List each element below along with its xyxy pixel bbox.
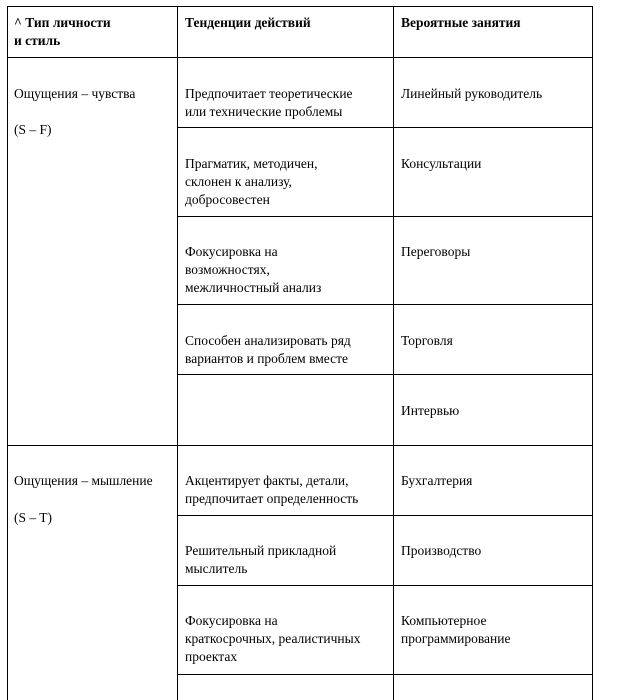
tendency-cell: Способен анализировать ряд вариантов и проблем вместе bbox=[185, 333, 351, 367]
tendency-cell: Фокусировка на краткосрочных, реалистичных проектах bbox=[185, 613, 361, 665]
occupation-cell: Интервью bbox=[401, 403, 460, 418]
row-divider bbox=[177, 374, 593, 375]
row-divider bbox=[177, 216, 593, 217]
header-occupations: Вероятные занятия bbox=[401, 15, 521, 30]
row-divider bbox=[177, 304, 593, 305]
occupation-cell: Консультации bbox=[401, 156, 482, 171]
tendency-cell: Предпочитает теоретические или технические проблемы bbox=[185, 86, 353, 120]
tendency-cell: Фокусировка на возможностях, межличностный анализ bbox=[185, 244, 322, 296]
table-left-border bbox=[7, 6, 8, 700]
group-divider bbox=[7, 445, 593, 446]
row-divider bbox=[177, 674, 593, 675]
occupation-cell: Бухгалтерия bbox=[401, 473, 473, 488]
type-name-sf: Ощущения – чувства bbox=[14, 86, 136, 101]
row-divider bbox=[177, 515, 593, 516]
tendency-cell: Акцентирует факты, детали, предпочитает определенность bbox=[185, 473, 359, 507]
occupation-cell: Линейный руководитель bbox=[401, 86, 543, 101]
type-code-sf: (S – F) bbox=[14, 122, 52, 137]
occupation-cell: Переговоры bbox=[401, 244, 471, 259]
type-code-st: (S – T) bbox=[14, 510, 53, 525]
table-right-border bbox=[592, 6, 593, 700]
occupation-cell: Производство bbox=[401, 543, 482, 558]
header-bottom-border bbox=[7, 57, 593, 58]
column-divider bbox=[177, 6, 178, 700]
row-divider bbox=[177, 585, 593, 586]
occupation-cell: Торговля bbox=[401, 333, 453, 348]
occupation-cell: Компьютерное программирование bbox=[401, 613, 511, 647]
tendency-cell: Прагматик, методичен, склонен к анализу, добросовестен bbox=[185, 156, 318, 208]
table-top-border bbox=[7, 6, 593, 7]
header-tendencies: Тенденции действий bbox=[185, 15, 311, 30]
header-type-style: ^ Тип личности и стиль bbox=[14, 15, 111, 49]
type-name-st: Ощущения – мышление bbox=[14, 473, 153, 488]
row-divider bbox=[177, 127, 593, 128]
column-divider bbox=[393, 6, 394, 700]
tendency-cell: Решительный прикладной мыслитель bbox=[185, 543, 337, 577]
